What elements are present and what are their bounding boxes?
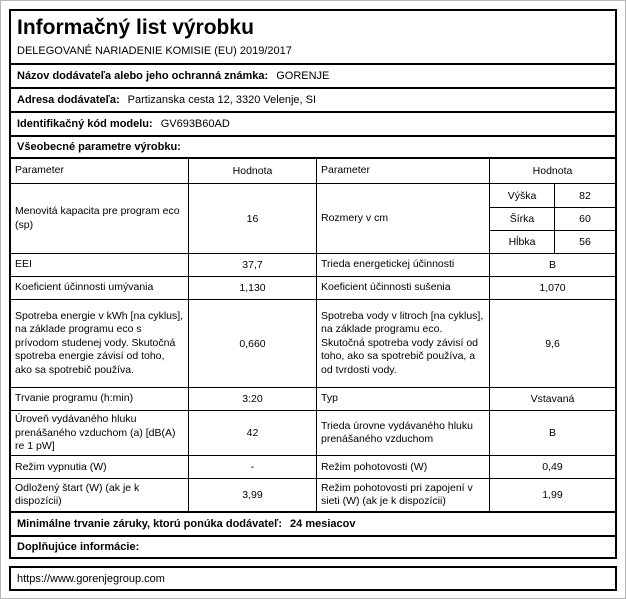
dimension-row-depth xyxy=(490,230,615,253)
supplier-address-row xyxy=(11,87,615,111)
product-fiche xyxy=(9,9,617,559)
table-row-capacity-dimensions xyxy=(11,183,615,253)
parameter-cell: Typ xyxy=(316,388,489,410)
additional-info-heading-row xyxy=(11,535,615,557)
header-value-left: Hodnota xyxy=(188,159,316,183)
parameter-cell: Režim vypnutia (W) xyxy=(15,460,107,473)
dimensions-subtable xyxy=(489,184,615,253)
table-row xyxy=(11,455,615,478)
general-parameters-heading-row xyxy=(11,135,615,157)
website-url: https://www.gorenjegroup.com xyxy=(17,572,165,585)
dimension-row-width xyxy=(490,207,615,230)
value-cell: 0,49 xyxy=(489,456,615,478)
parameter-cell: Trieda úrovne vydávaného hluku prenášaného vzduchom xyxy=(316,411,489,455)
model-code-row xyxy=(11,111,615,135)
value-cell: 3:20 xyxy=(188,388,316,410)
dimension-depth-value: 56 xyxy=(554,231,615,253)
page-title: Informačný list výrobku xyxy=(17,16,254,39)
value-cell: 3,99 xyxy=(188,479,316,511)
document-header xyxy=(11,11,615,63)
supplier-address-label: Adresa dodávateľa: xyxy=(17,94,120,107)
table-header-row xyxy=(11,159,615,183)
value-cell: 9,6 xyxy=(489,300,615,387)
value-cell: - xyxy=(188,456,316,478)
value-cell: 42 xyxy=(188,411,316,455)
supplier-address-value: Partizanska cesta 12, 3320 Velenje, SI xyxy=(127,94,317,107)
supplier-name-value: GORENJE xyxy=(276,70,330,83)
table-row xyxy=(11,299,615,387)
value-cell: 1,070 xyxy=(489,277,615,299)
warranty-value: 24 mesiacov xyxy=(290,518,356,531)
table-row xyxy=(11,410,615,455)
parameter-cell: Úroveň vydávaného hluku prenášaného vzduchom (a) [dB(A) re 1 pW] xyxy=(15,413,176,453)
capacity-value: 16 xyxy=(188,184,316,253)
dimensions-parameter: Rozmery v cm xyxy=(316,184,489,253)
additional-info-label: Doplňujúce informácie: xyxy=(17,541,140,554)
dimension-row-height xyxy=(490,184,615,207)
general-parameters-heading: Všeobecné parametre výrobku: xyxy=(17,141,181,154)
model-code-label: Identifikačný kód modelu: xyxy=(17,118,153,131)
value-cell: B xyxy=(489,254,615,276)
value-cell: B xyxy=(489,411,615,455)
header-value-right: Hodnota xyxy=(489,159,615,183)
supplier-name-label: Názov dodávateľa alebo jeho ochranná známka: xyxy=(17,70,269,83)
table-row xyxy=(11,478,615,511)
parameter-cell: Režim pohotovosti (W) xyxy=(316,456,489,478)
dimension-depth-label: Hĺbka xyxy=(508,236,536,249)
parameter-cell: Trvanie programu (h:min) xyxy=(15,392,134,405)
value-cell: 1,99 xyxy=(489,479,615,511)
parameter-cell: Spotreba energie v kWh [na cyklus], na základe programu eco s prívodom studenej vody. Skutočná spotreba energie závisí od toho, ako sa spotrebič používa. xyxy=(15,310,184,376)
value-cell: 0,660 xyxy=(188,300,316,387)
warranty-label: Minimálne trvanie záruky, ktorú ponúka dodávateľ: xyxy=(17,518,283,531)
table-row xyxy=(11,276,615,299)
warranty-row xyxy=(11,511,615,535)
dimension-width-label: Šírka xyxy=(509,213,535,226)
capacity-parameter: Menovitá kapacita pre program eco (sp) xyxy=(15,205,180,231)
parameter-cell: EEI xyxy=(15,258,32,271)
website-box xyxy=(9,566,617,591)
header-parameter-left: Parameter xyxy=(15,164,65,177)
parameter-cell: Koeficient účinnosti sušenia xyxy=(316,277,489,299)
parameter-cell: Režim pohotovosti pri zapojení v sieti (W) (ak je k dispozícii) xyxy=(316,479,489,511)
dimension-width-value: 60 xyxy=(554,208,615,230)
parameter-cell: Koeficient účinnosti umývania xyxy=(15,281,154,294)
header-parameter-right: Parameter xyxy=(316,159,489,183)
parameter-cell: Spotreba vody v litroch [na cyklus], na základe programu eco. Skutočná spotreba vody závisí od toho, ako sa spotrebič používa, a od tvrdosti vody. xyxy=(316,300,489,387)
parameter-cell: Odložený štart (W) (ak je k dispozícii) xyxy=(15,482,140,508)
supplier-name-row xyxy=(11,63,615,87)
table-row xyxy=(11,253,615,276)
model-code-value: GV693B60AD xyxy=(160,118,230,131)
dimension-height-value: 82 xyxy=(554,184,615,207)
dimension-height-label: Výška xyxy=(507,189,537,202)
regulation-subtitle: DELEGOVANÉ NARIADENIE KOMISIE (EU) 2019/2017 xyxy=(17,45,292,58)
parameter-cell: Trieda energetickej účinnosti xyxy=(316,254,489,276)
parameters-table xyxy=(11,157,615,511)
value-cell: 1,130 xyxy=(188,277,316,299)
value-cell: 37,7 xyxy=(188,254,316,276)
table-row xyxy=(11,387,615,410)
value-cell: Vstavaná xyxy=(489,388,615,410)
